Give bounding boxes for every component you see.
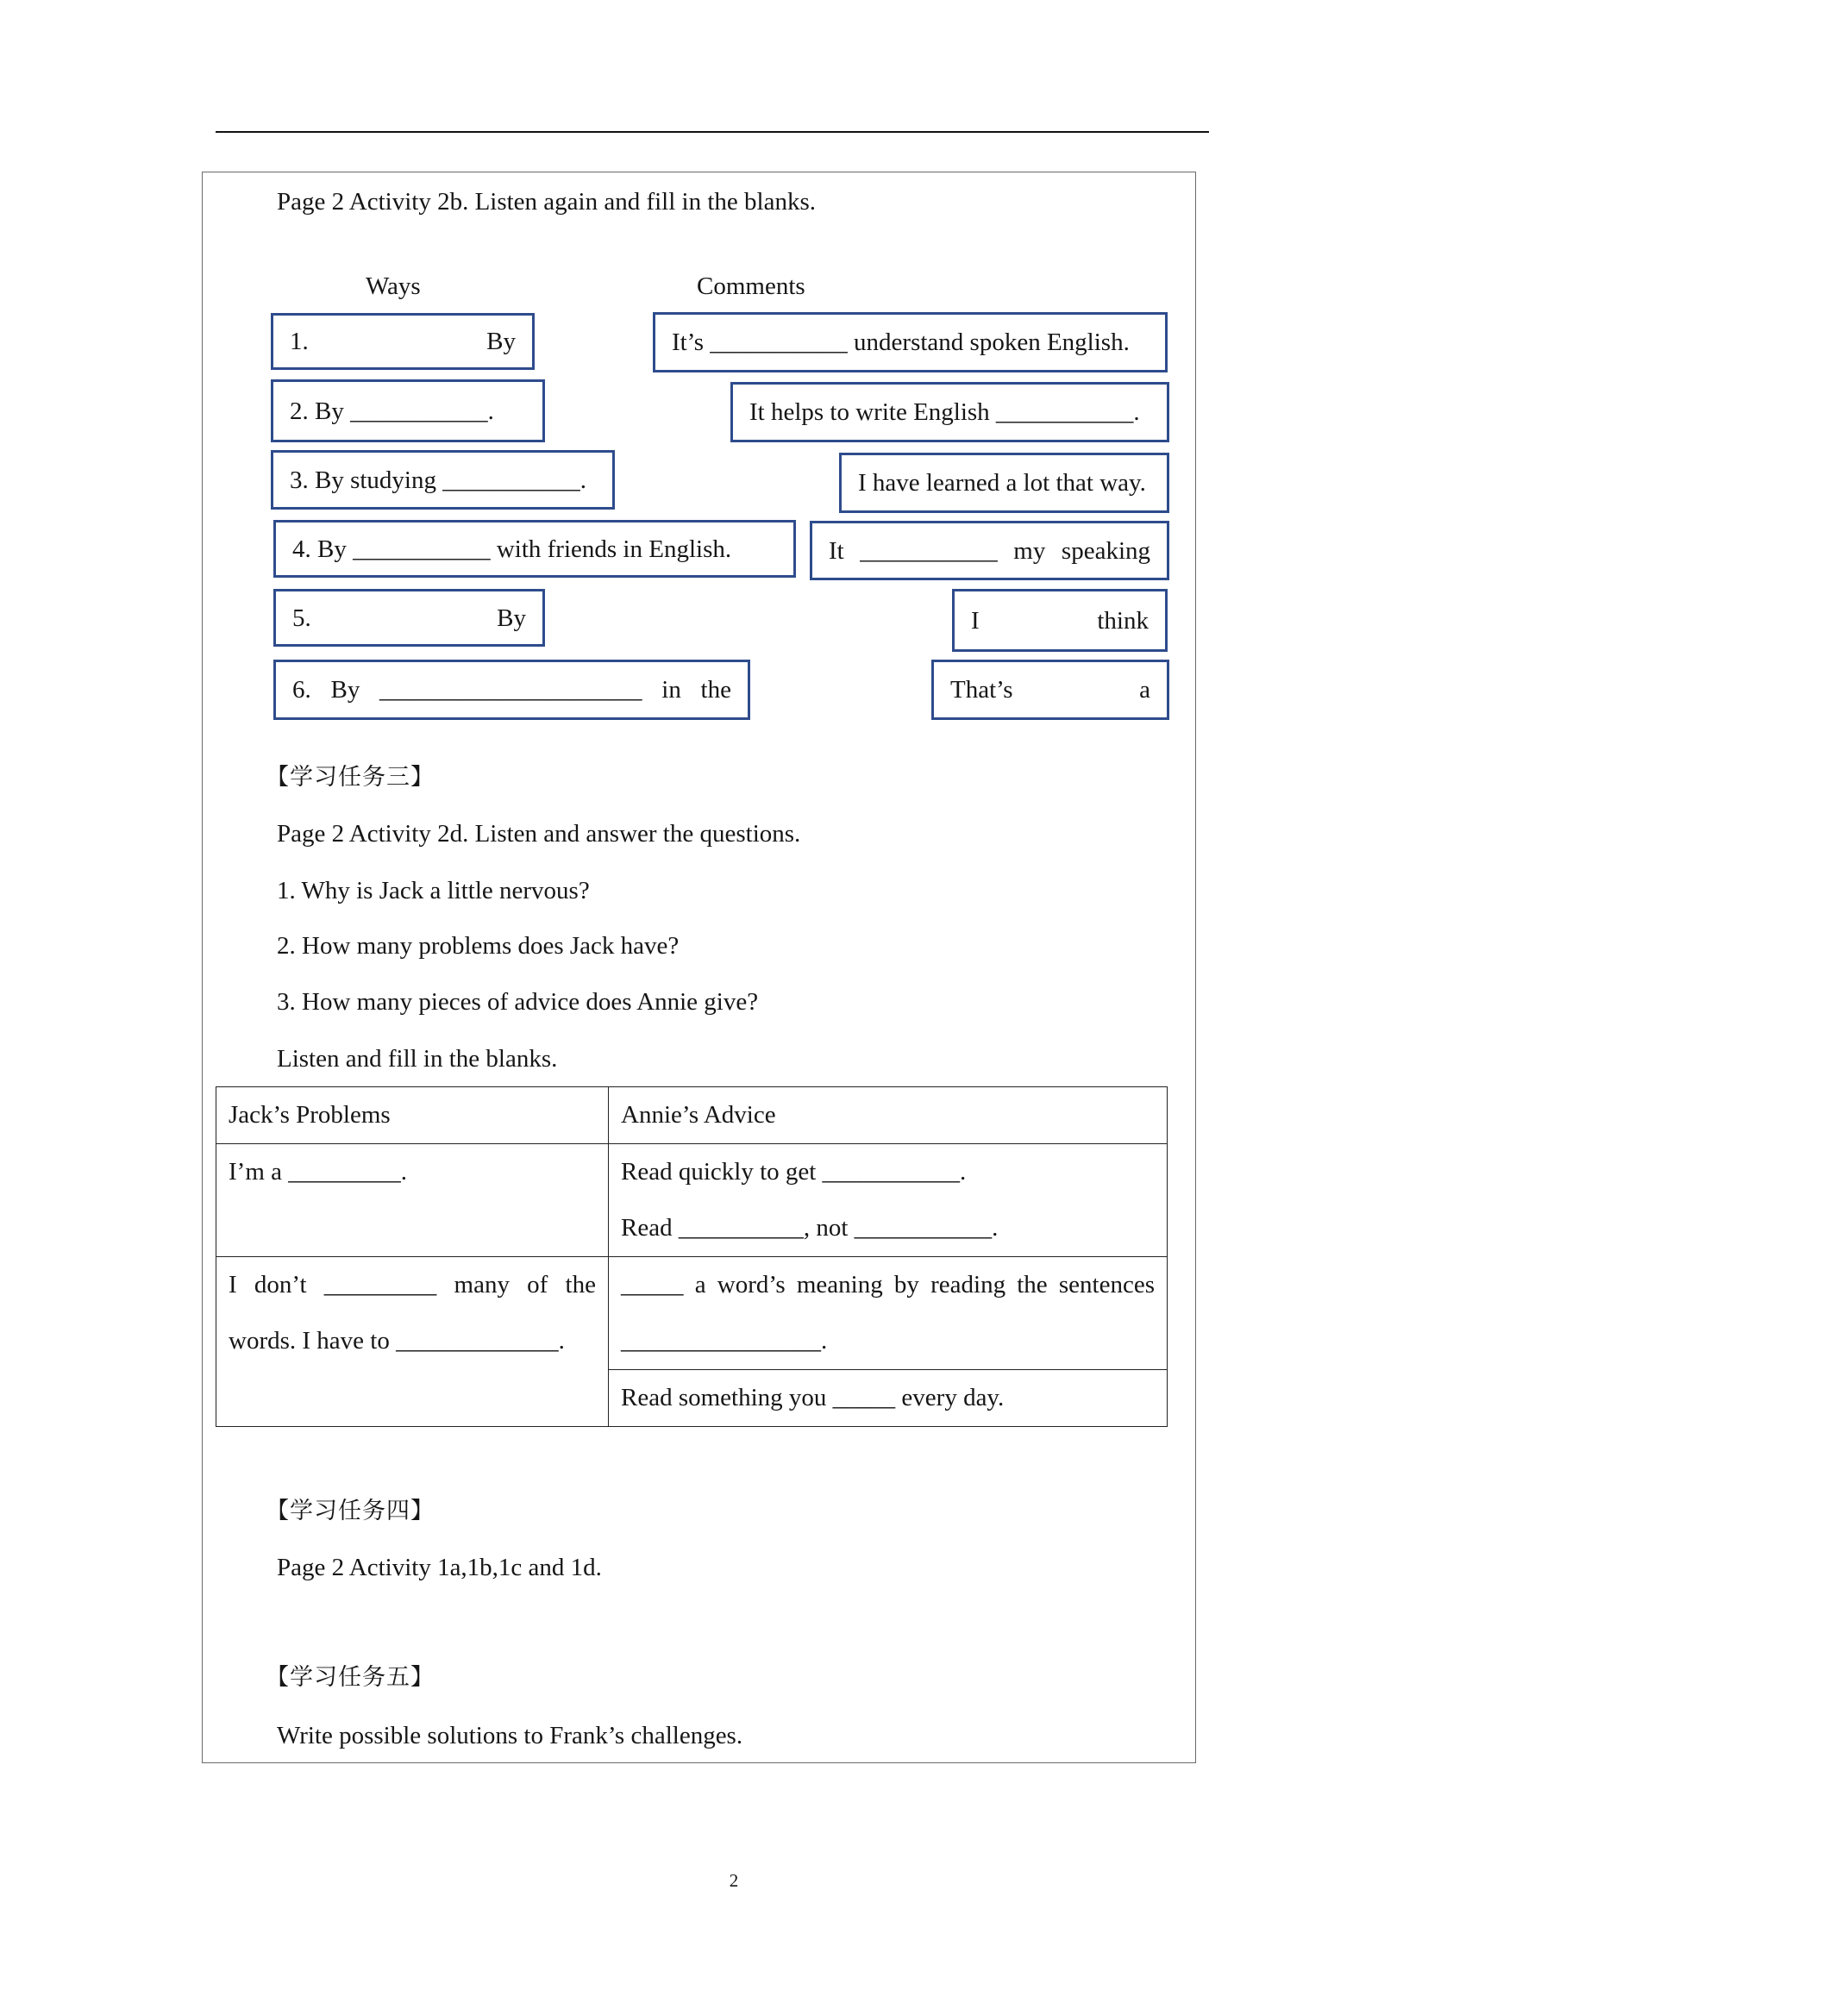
comment-text-5: I think xyxy=(971,606,1149,635)
question-2: 2. How many problems does Jack have? xyxy=(277,932,680,960)
comment-box-4 xyxy=(810,521,1169,580)
advice-cell xyxy=(609,1370,1168,1427)
advice-line: Read __________, not ___________. xyxy=(621,1214,999,1242)
task-5-heading: 【学习任务五】 xyxy=(266,1664,435,1691)
way-text-5: 5. By xyxy=(292,604,526,632)
activity-2d-instruction: Page 2 Activity 2d. Listen and answer the questions. xyxy=(277,820,801,848)
way-box-1 xyxy=(271,313,535,370)
page-number: 2 xyxy=(729,1870,739,1891)
header-rule xyxy=(216,131,1209,133)
advice-cell xyxy=(609,1257,1168,1370)
comments-header: Comments xyxy=(697,272,805,300)
comment-text-1: It’s ___________ understand spoken English. xyxy=(672,329,1130,356)
task-3-heading: 【学习任务三】 xyxy=(266,764,435,791)
comment-text-2: It helps to write English ___________. xyxy=(749,398,1140,426)
way-text-3: 3. By studying ___________. xyxy=(290,466,586,494)
way-text-6: 6. By _____________________ in the xyxy=(292,676,731,704)
table-header-problems: Jack’s Problems xyxy=(216,1087,609,1144)
problems-advice-table xyxy=(216,1086,1168,1427)
way-box-3 xyxy=(271,450,615,510)
comment-text-4: It ___________ my speaking xyxy=(829,536,1150,565)
problem-text: I don’t _________ many of the words. I have to _____________. xyxy=(229,1271,596,1355)
way-box-6 xyxy=(273,660,750,720)
question-3: 3. How many pieces of advice does Annie give? xyxy=(277,988,759,1016)
comment-box-3 xyxy=(839,453,1169,513)
activity-2b-instruction: Page 2 Activity 2b. Listen again and fill in the blanks. xyxy=(277,188,817,216)
problem-cell xyxy=(216,1144,609,1257)
advice-cell xyxy=(609,1144,1168,1257)
way-box-5 xyxy=(273,589,545,647)
way-box-4 xyxy=(273,520,796,578)
fill-instruction: Listen and fill in the blanks. xyxy=(277,1045,558,1073)
comment-box-6 xyxy=(931,660,1169,720)
comment-box-2 xyxy=(730,382,1169,442)
table-row xyxy=(216,1257,1168,1370)
advice-line: Read quickly to get ___________. xyxy=(621,1158,967,1186)
way-box-2 xyxy=(271,379,545,442)
way-text-4: 4. By ___________ with friends in English. xyxy=(292,535,732,563)
task-4-heading: 【学习任务四】 xyxy=(266,1498,435,1524)
task-4-instruction: Page 2 Activity 1a,1b,1c and 1d. xyxy=(277,1554,602,1581)
table-header-advice: Annie’s Advice xyxy=(609,1087,1168,1144)
ways-header: Ways xyxy=(366,272,421,300)
problem-cell xyxy=(216,1257,609,1427)
advice-line: Read something you _____ every day. xyxy=(621,1384,1005,1411)
question-1: 1. Why is Jack a little nervous? xyxy=(277,877,590,904)
comment-text-6: That’s a xyxy=(950,676,1150,704)
way-text-2: 2. By ___________. xyxy=(290,397,494,425)
advice-line: _____ a word’s meaning by reading the sentences ________________. xyxy=(621,1271,1155,1355)
problem-text: I’m a _________. xyxy=(229,1158,407,1186)
comment-box-5 xyxy=(952,589,1168,652)
task-5-instruction: Write possible solutions to Frank’s challenges. xyxy=(277,1722,743,1749)
comment-box-1 xyxy=(653,312,1168,372)
way-text-1: 1. By xyxy=(290,328,516,355)
comment-text-3: I have learned a lot that way. xyxy=(858,469,1146,497)
table-header-row xyxy=(216,1087,1168,1144)
table-row xyxy=(216,1144,1168,1257)
